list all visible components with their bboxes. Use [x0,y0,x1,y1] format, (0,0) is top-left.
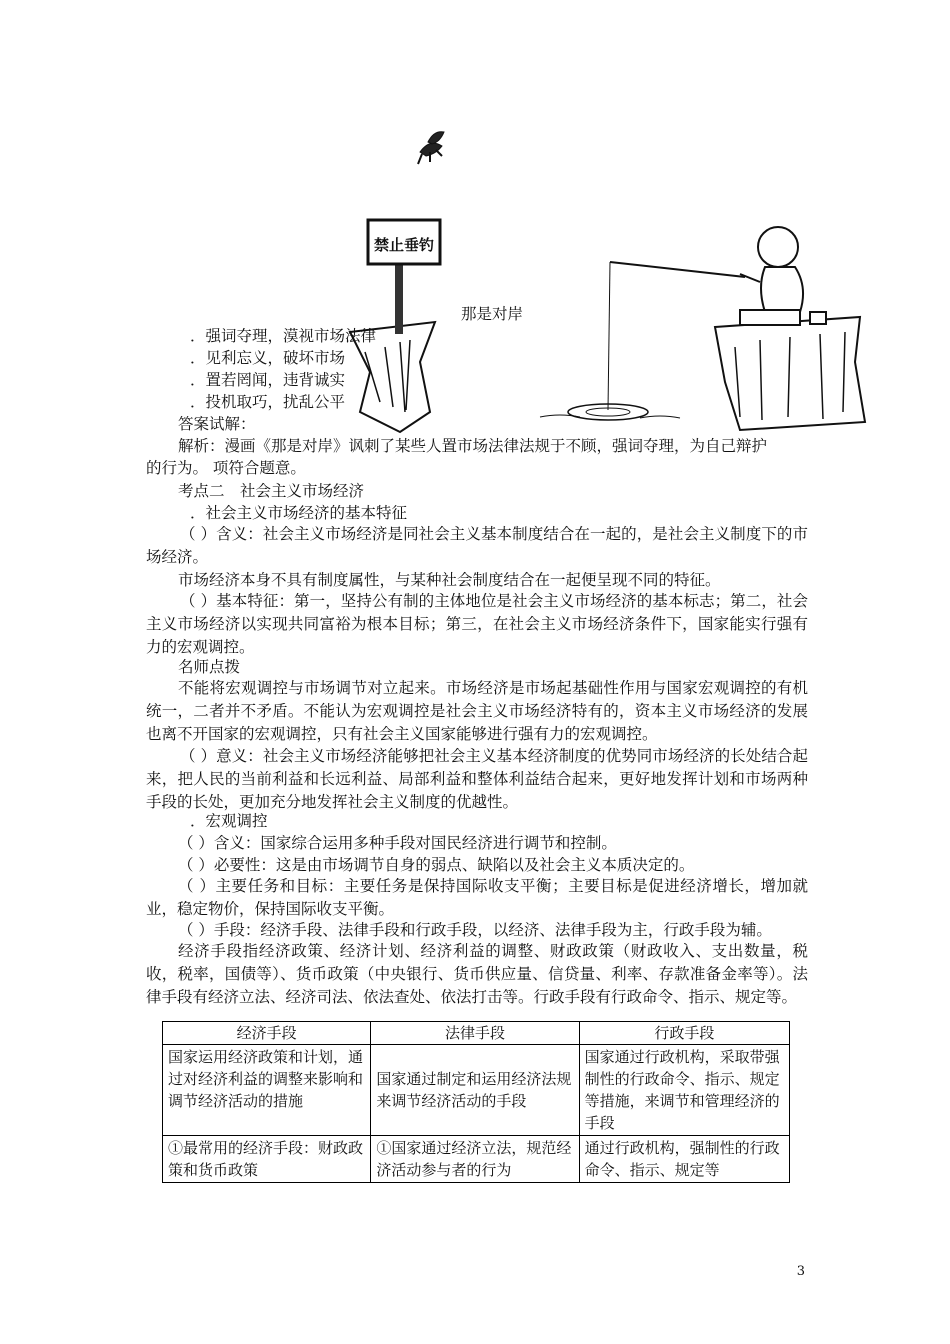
answer-label: 答案试解： [178,415,256,433]
s1-definition: （ ）含义：社会主义市场经济是同社会主义基本制度结合在一起的，是社会主义制度下的市场经济。 [146,525,808,566]
fisherman-drawing [740,227,826,325]
table-cell: 国家通过行政机构，采取带强制性的行政命令、指示、规定等措施，来调节和管理经济的手段 [579,1045,789,1136]
s2-necessity: （ ）必要性：这是由市场调节自身的弱点、缺陷以及社会主义本质决定的。 [178,856,695,874]
option-c: ．置若罔闻，违背诚实 [190,371,346,389]
analysis-line-1: 解析：漫画《那是对岸》讽刺了某些人置市场法律法规于不顾，强词夺理，为自己辩护 [178,437,768,455]
table-header-cell: 经济手段 [163,1022,371,1045]
subsection-2-title: ．宏观调控 [190,812,268,830]
table-header-row [163,1022,790,1045]
fishing-line [608,262,610,410]
s1-note: 市场经济本身不具有制度属性，与某种社会制度结合在一起便呈现不同的特征。 [178,571,721,589]
s2-means: （ ）手段：经济手段、法律手段和行政手段，以经济、法律手段为主，行政手段为辅。 [178,921,772,939]
section-title: 考点二 社会主义市场经济 [178,482,365,500]
option-a: ．强词夺理，漠视市场法律 [190,327,377,345]
option-d: ．投机取巧，扰乱公平 [190,393,346,411]
table-row [163,1045,790,1136]
analysis-line-2: 的行为。 项符合题意。 [146,459,306,477]
cartoon-illustration [340,112,870,442]
s2-definition: （ ）含义：国家综合运用多种手段对国民经济进行调节和控制。 [178,834,617,852]
table-cell: ①国家通过经济立法，规范经济活动参与者的行为 [371,1136,579,1183]
means-comparison-table [162,1021,790,1183]
table-row [163,1136,790,1183]
option-b: ．见利忘义，破坏市场 [190,349,346,367]
tip-body: 不能将宏观调控与市场调节对立起来。市场经济是市场起基础性作用与国家宏观调控的有机统一，二者并不矛盾。不能认为宏观调控是社会主义市场经济特有的，资本主义市场经济的发展也离不开国家的宏观调控，只有社会主义国家能够进行强有力的宏观调控。 [146,679,808,743]
table-cell: 国家通过制定和运用经济法规来调节经济活动的手段 [371,1045,579,1136]
sign-post [395,264,403,334]
s1-features: （ ）基本特征：第一，坚持公有制的主体地位是社会主义市场经济的基本标志；第二，社会主义市场经济以实现共同富裕为根本目标；第三，在社会主义市场经济条件下，国家能实行强有力的宏观调控。 [146,592,808,656]
fishing-rod [610,262,745,277]
table-header-cell: 法律手段 [371,1022,579,1045]
tip-title: 名师点拨 [178,658,241,676]
table-cell: ①最常用的经济手段：财政政策和货币政策 [163,1136,371,1183]
insect-drawing [418,132,444,164]
cartoon-caption: 那是对岸 [461,305,524,323]
s2-tasks: （ ）主要任务和目标：主要任务是保持国际收支平衡；主要目标是促进经济增长，增加就业，稳定物价，保持国际收支平衡。 [146,877,808,918]
table-cell: 通过行政机构，强制性的行政命令、指示、规定等 [579,1136,789,1183]
table-header-cell: 行政手段 [579,1022,789,1045]
subsection-1-title: ．社会主义市场经济的基本特征 [190,504,408,522]
sign-text: 禁止垂钓 [373,236,435,254]
table-cell: 国家运用经济政策和计划，通过对经济利益的调整来影响和调节经济活动的措施 [163,1045,371,1136]
s2-means-detail: 经济手段指经济政策、经济计划、经济利益的调整、财政政策（财政收入、支出数量，税收，税率，国债等）、货币政策（中央银行、货币供应量、信贷量、利率、存款准备金率等）。法律手段有经济立法、经济司法、依法查处、依法打击等。行政手段有行政命令、指示、规定等。 [146,942,808,1006]
page-number: 3 [796,1264,805,1279]
s1-meaning: （ ）意义：社会主义市场经济能够把社会主义基本经济制度的优势同市场经济的长处结合起来，把人民的当前利益和长远利益、局部利益和整体利益结合起来，更好地发挥计划和市场两种手段的长处，更加充分地发挥社会主义制度的优越性。 [146,747,808,811]
